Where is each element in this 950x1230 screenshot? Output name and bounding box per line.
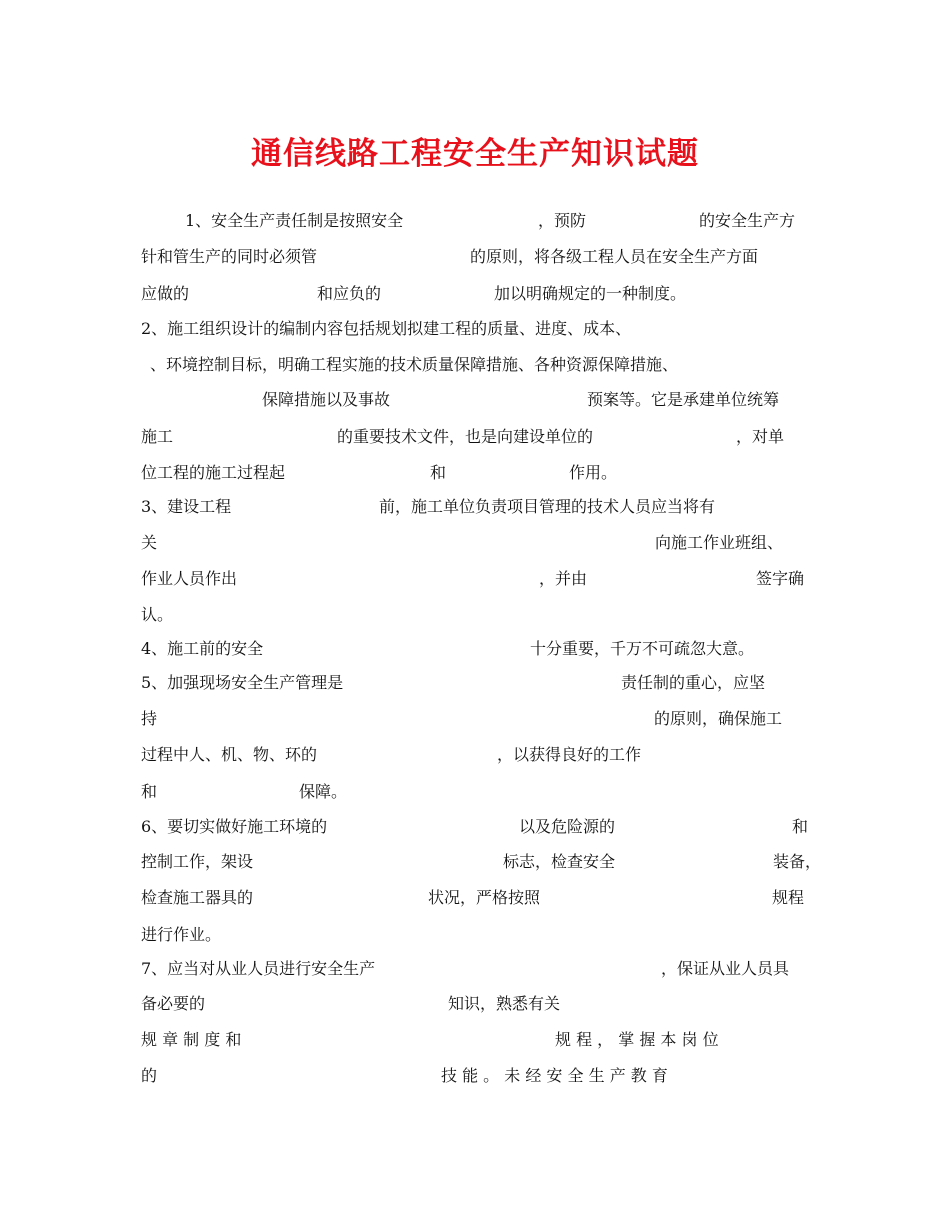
- text-segment: 的原则，将各级工程人员在安全生产方面: [470, 247, 759, 266]
- text-line: [141, 885, 811, 911]
- text-segment: 知识，熟悉有关: [448, 994, 561, 1013]
- text-segment: 向施工作业班组、: [655, 533, 784, 552]
- text-segment: 装备，: [773, 852, 822, 871]
- text-segment: 规 程 ， 掌 握 本 岗 位: [555, 1030, 719, 1049]
- text-line: [141, 742, 811, 768]
- text-line: [141, 602, 811, 628]
- text-segment: 施工: [141, 427, 174, 446]
- text-line: [141, 670, 811, 696]
- text-line: [141, 424, 811, 450]
- text-segment: 控制工作，架设: [141, 852, 254, 871]
- text-segment: 前，施工单位负责项目管理的技术人员应当将有: [379, 497, 716, 516]
- text-segment: 5、加强现场安全生产管理是: [141, 673, 344, 692]
- text-segment: 作用。: [569, 463, 618, 482]
- text-segment: 、环境控制目标，明确工程实施的技术质量保障措施、各种资源保障措施、: [150, 355, 679, 374]
- text-segment: 和: [792, 817, 809, 836]
- text-segment: 保障。: [299, 782, 348, 801]
- text-segment: 和: [430, 463, 447, 482]
- text-segment: 加以明确规定的一种制度。: [494, 284, 687, 303]
- text-line: [141, 387, 811, 413]
- text-line: [141, 1027, 811, 1053]
- text-segment: 十分重要，千万不可疏忽大意。: [530, 639, 755, 658]
- text-segment: 1、安全生产责任制是按照安全: [185, 211, 404, 230]
- text-line: [141, 991, 811, 1017]
- text-segment: 的: [141, 1066, 158, 1085]
- text-line: [141, 814, 811, 840]
- text-segment: 备必要的: [141, 994, 206, 1013]
- text-line: [141, 1063, 811, 1089]
- text-segment: 责任制的重心，应坚: [621, 673, 766, 692]
- text-line: [141, 244, 811, 270]
- text-segment: ，保证从业人员具: [661, 959, 790, 978]
- text-segment: 7、应当对从业人员进行安全生产: [141, 959, 376, 978]
- text-line: [141, 460, 811, 486]
- text-segment: 持: [141, 709, 158, 728]
- text-segment: 进行作业。: [141, 925, 222, 944]
- text-line: [141, 956, 811, 982]
- text-segment: ，以获得良好的工作: [497, 745, 642, 764]
- text-segment: ，对单: [736, 427, 785, 446]
- text-segment: 和应负的: [317, 284, 382, 303]
- text-segment: 6、要切实做好施工环境的: [141, 817, 328, 836]
- text-segment: 技 能 。 未 经 安 全 生 产 教 育: [441, 1066, 668, 1085]
- text-segment: 规程: [772, 888, 805, 907]
- text-line: [141, 494, 811, 520]
- text-segment: 和: [141, 782, 158, 801]
- text-segment: 以及危险源的: [519, 817, 616, 836]
- text-segment: 预案等。它是承建单位统筹: [587, 390, 780, 409]
- text-segment: 规 章 制 度 和: [141, 1030, 242, 1049]
- text-segment: 针和管生产的同时必须管: [141, 247, 318, 266]
- text-segment: 2、施工组织设计的编制内容包括规划拟建工程的质量、进度、成本、: [141, 319, 632, 338]
- text-line: [141, 636, 811, 662]
- text-segment: 保障措施以及事故: [262, 390, 391, 409]
- text-segment: 的安全生产方: [699, 211, 796, 230]
- text-line: [141, 849, 822, 875]
- text-segment: 检查施工器具的: [141, 888, 254, 907]
- text-line: [141, 281, 811, 307]
- text-line: [141, 530, 811, 556]
- text-line: [141, 706, 811, 732]
- text-line: [141, 566, 811, 592]
- text-segment: 3、建设工程: [141, 497, 232, 516]
- text-segment: 位工程的施工过程起: [141, 463, 286, 482]
- text-segment: ，预防: [538, 211, 587, 230]
- text-segment: 作业人员作出: [141, 569, 238, 588]
- text-line: [141, 922, 811, 948]
- text-segment: 过程中人、机、物、环的: [141, 745, 318, 764]
- text-line: [141, 779, 811, 805]
- text-segment: 的重要技术文件，也是向建设单位的: [337, 427, 594, 446]
- text-segment: 4、施工前的安全: [141, 639, 264, 658]
- text-segment: 认。: [141, 605, 174, 624]
- text-segment: 标志，检查安全: [503, 852, 616, 871]
- text-line: [141, 352, 811, 378]
- text-line: [141, 208, 811, 234]
- text-segment: ，并由: [539, 569, 588, 588]
- text-line: [141, 316, 811, 342]
- text-segment: 关: [141, 533, 158, 552]
- text-segment: 应做的: [141, 284, 190, 303]
- text-segment: 状况，严格按照: [428, 888, 541, 907]
- text-segment: 签字确: [756, 569, 805, 588]
- document-title: 通信线路工程安全生产知识试题: [251, 136, 699, 172]
- text-segment: 的原则，确保施工: [654, 709, 783, 728]
